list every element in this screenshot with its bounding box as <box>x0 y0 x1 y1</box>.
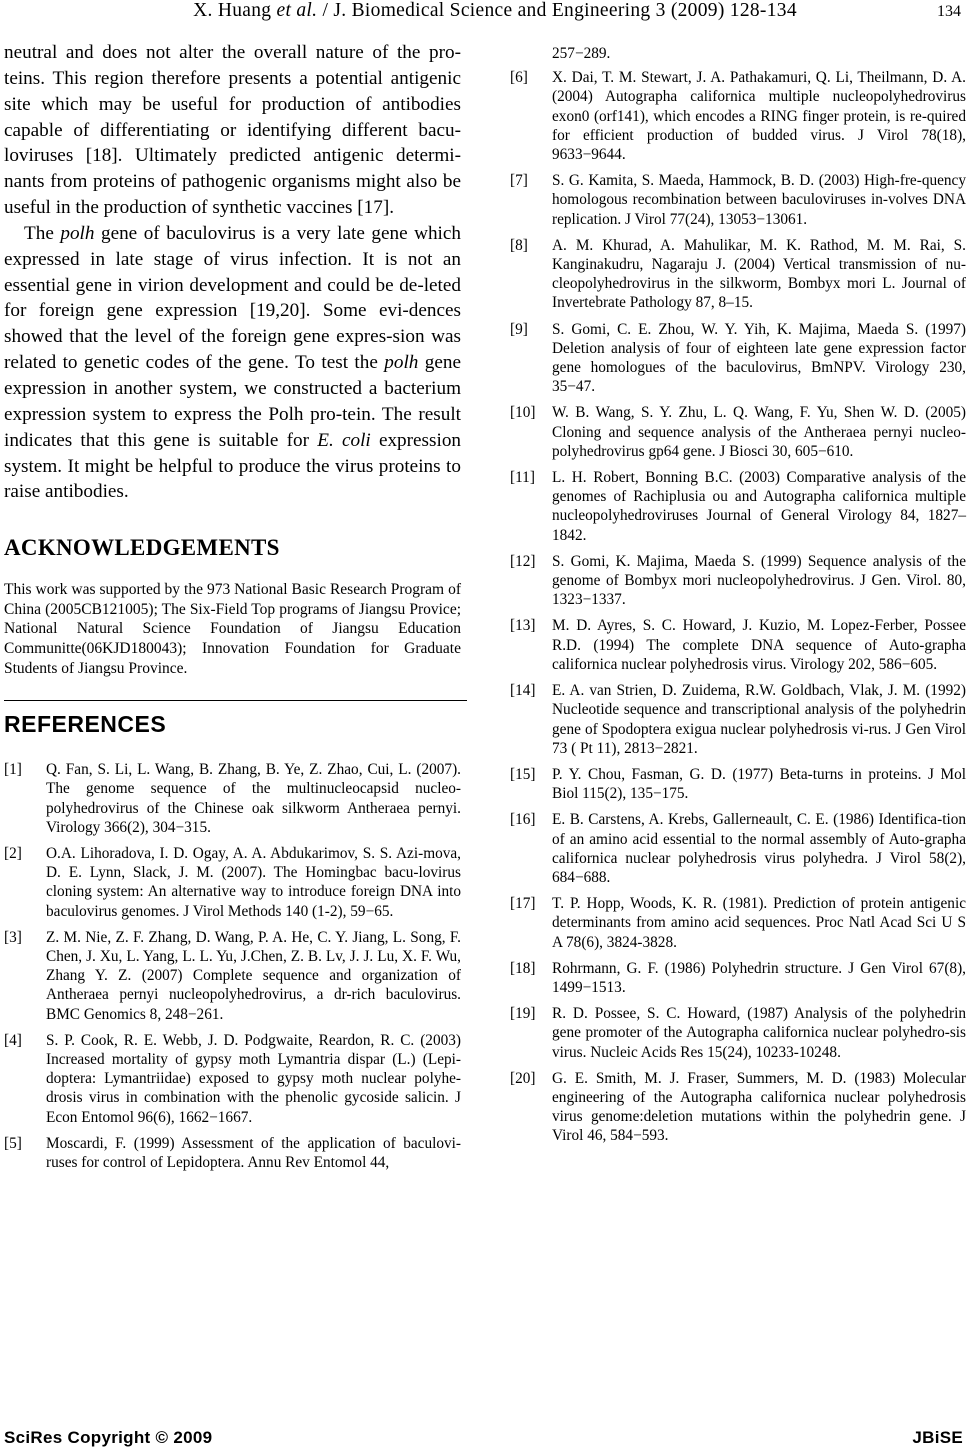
reference-item <box>4 760 461 837</box>
reference-text: S. Gomi, C. E. Zhou, W. Y. Yih, K. Majima, Maeda S. (1997) Deletion analysis of four of eighteen late gene expression factor gene homologues of the baculovirus, BmNPV. Virology 230, 35−47. <box>552 320 966 396</box>
polh-gene-term-2: polh <box>384 352 419 374</box>
reference-item <box>4 1031 461 1127</box>
reference-text: Q. Fan, S. Li, L. Wang, B. Zhang, B. Ye, Z. Zhao, Cui, L. (2007). The genome sequence of the multinucleocapsid nucleo-polyhedrovirus of the Chinese oak silkworm Antheraea pernyi. Virology 366(2), 304−315. <box>46 761 461 836</box>
references-heading: REFERENCES <box>4 711 167 738</box>
reference-number: [20] <box>510 1069 536 1087</box>
section-divider <box>4 700 467 701</box>
reference-text: Moscardi, F. (1999) Assessment of the application of baculovi-ruses for control of Lepidoptera. Annu Rev Entomol 44, <box>46 1134 461 1172</box>
reference-item <box>510 552 966 610</box>
body-paragraph-1: neutral and does not alter the overall nature of the pro-teins. This region therefore presents a potential antigenic site which may be useful for production of antibodies capable of differentiating or identifying different bacu-loviruses [18]. Ultimately predicted antigenic determi-nants from proteins of pathogenic organisms might also be useful in the production of synthetic vaccines [17]. <box>4 42 461 219</box>
reference-item <box>510 320 966 397</box>
reference-text: Z. M. Nie, Z. F. Zhang, D. Wang, P. A. He, C. Y. Jiang, L. Song, F. Chen, J. Xu, L. Yang, L. L. Yu, J.Chen, Z. B. Lv, J. J. Lu, X. F. Wu, Zhang Y. Z. (2007) Complete sequence and organization of Antheraea pernyi nucleopolyhedrovirus, a dr-rich baculovirus. BMC Genomics 8, 248−261. <box>46 928 461 1023</box>
reference-text: X. Dai, T. M. Stewart, J. A. Pathakamuri, Q. Li, Theilmann, D. A. (2004) Autographa californica multiple nucleopolyhedrovirus exon0 (orf141), which encodes a RING finger protein, is re-quired for efficient production of budded virus. J Virol 78(18), 9633−9644. <box>552 69 966 164</box>
reference-item <box>510 1004 966 1062</box>
reference-number: [14] <box>510 682 536 700</box>
reference-continuation: 257−289. <box>552 45 611 62</box>
left-column <box>4 40 461 1179</box>
reference-item <box>4 844 461 921</box>
reference-item <box>510 959 966 997</box>
reference-number: [17] <box>510 895 536 913</box>
para2-text-a: The <box>24 222 61 244</box>
reference-text: Rohrmann, G. F. (1986) Polyhedrin structure. J Gen Virol 67(8), 1499−1513. <box>552 959 966 996</box>
para2-text-c: gene expression in another system, we constructed a bacterium expression system to express the Polh pro-tein. The result indicates that this gene is suitable for <box>4 352 462 451</box>
reference-text: M. D. Ayres, S. C. Howard, J. Kuzio, M. Lopez-Ferber, Possee R.D. (1994) The complete DNA sequence of Auto-grapha californica nuclear polyhedrosis virus. Virology 202, 586−605. <box>552 617 966 673</box>
reference-text: L. H. Robert, Bonning B.C. (2003) Comparative analysis of the genomes of Rachiplusia ou and Autographa californica multiple nucleopolyhedroviruses Journal of General Virology 84, 1827–1842. <box>552 469 966 544</box>
reference-number: [4] <box>4 1031 22 1049</box>
footer-journal-abbrev: JBiSE <box>912 1428 963 1447</box>
reference-item <box>510 616 966 674</box>
reference-item <box>510 1069 966 1146</box>
reference-text: T. P. Hopp, Woods, K. R. (1981). Prediction of protein antigenic determinants from amino acid sequences. Proc Natl Acad Sci U S A 78(6), 3824-3828. <box>552 895 966 951</box>
reference-text: S. Gomi, K. Majima, Maeda S. (1999) Sequence analysis of the genome of Bombyx mori nucleopolyhedrovirus. J Gen. Virol. 80, 1323−1337. <box>552 552 966 609</box>
reference-item <box>510 765 966 803</box>
reference-number: [9] <box>510 320 528 338</box>
reference-list-left <box>4 760 461 1172</box>
reference-number: [6] <box>510 69 528 87</box>
reference-text: E. A. van Strien, D. Zuidema, R.W. Goldbach, Vlak, J. M. (1992) Nucleotide sequence and transcriptional analysis of the polyhedrin gene of Spodoptera exigua nuclear polyhedrosis vi-rus. J Gen Virol 73 ( Pt 11), 2813−2821. <box>552 682 966 757</box>
reference-number: [11] <box>510 469 535 487</box>
reference-item <box>510 681 966 758</box>
reference-list-right <box>510 68 966 1145</box>
header-et-al: et al. <box>276 0 318 21</box>
reference-number: [16] <box>510 811 536 829</box>
reference-number: [10] <box>510 404 536 422</box>
reference-text: E. B. Carstens, A. Krebs, Gallerneault, C. E. (1986) Identifica-tion of an amino acid essential to the normal assembly of Auto-grapha californica nuclear polyhedrosis virus polyhedra. J Virol 58(2), 684−688. <box>552 811 966 886</box>
right-column <box>510 44 966 1153</box>
reference-number: [3] <box>4 928 22 946</box>
reference-text: P. Y. Chou, Fasman, G. D. (1977) Beta-turns in proteins. J Mol Biol 115(2), 135−175. <box>552 765 966 803</box>
reference-number: [2] <box>4 844 22 862</box>
reference-number: [8] <box>510 236 528 254</box>
acknowledgements-heading: ACKNOWLEDGEMENTS <box>4 535 280 561</box>
reference-item <box>510 810 966 887</box>
polh-gene-term: polh <box>60 222 95 244</box>
reference-number: [12] <box>510 552 536 570</box>
reference-number: [5] <box>4 1134 22 1152</box>
ecoli-term: E. coli <box>317 429 371 451</box>
header-journal: / J. Biomedical Science and Engineering 3 (2009) 128-134 <box>317 0 797 21</box>
page-number: 134 <box>937 3 961 20</box>
para2-text-b: gene of baculovirus is a very late gene which expressed in late stage of virus infection. It is not an essential gene in virion development and could be de-leted for foreign gene expression [19,20]. Some evi-dences showed that the level of the foreign gene expres-sion was related to genetic codes of the gene. To test the <box>4 222 461 374</box>
reference-number: [15] <box>510 765 536 783</box>
reference-number: [18] <box>510 959 536 977</box>
reference-text: R. D. Possee, S. C. Howard, (1987) Analysis of the polyhedrin gene promoter of the Autographa californica nuclear polyhedro-sis virus. Nucleic Acids Res 15(24), 10233-10248. <box>552 1005 966 1061</box>
reference-item <box>510 171 966 229</box>
reference-text: O.A. Lihoradova, I. D. Ogay, A. A. Abdukarimov, S. S. Azi-mova, D. E. Lynn, Slack, J. M. (2007). The Homingbac bacu-lovirus cloning system: An alternative way to introduce foreign DNA into baculovirus genomes. J Virol Methods 140 (1-2), 59−65. <box>46 844 461 920</box>
reference-number: [1] <box>4 761 22 779</box>
running-header <box>150 0 840 22</box>
reference-item <box>4 1134 461 1172</box>
reference-number: [19] <box>510 1005 536 1023</box>
acknowledgements-text: This work was supported by the 973 National Basic Research Program of China (2005CB121005); The Six-Field Top programs of Jiangsu Provice; National Natural Science Foundation of Jiangsu Education Communitte(06KJD180043); Innovation Foundation for Graduate Students of Jiangsu Province. <box>4 581 461 677</box>
footer-copyright: SciRes Copyright © 2009 <box>4 1428 213 1447</box>
para2-text-d: expression system. It might be helpful to produce the virus proteins to raise antibodies. <box>4 429 462 503</box>
reference-item <box>510 403 966 461</box>
reference-text: G. E. Smith, M. J. Fraser, Summers, M. D. (1983) Molecular engineering of the Autographa californica nuclear polyhedrosis virus genome:deletion mutations within the polyhedrin gene. J Virol 46, 584−593. <box>552 1069 966 1145</box>
reference-item <box>510 236 966 313</box>
reference-item <box>510 68 966 164</box>
reference-item <box>510 468 966 545</box>
reference-text: A. M. Khurad, A. Mahulikar, M. K. Rathod, M. M. Rai, S. Kanginakudru, Nagaraju J. (2004) Vertical transmission of nu-cleopolyhedrovirus in the silkworm, Bombyx mori L. Journal of Invertebrate Pathology 87, 8–15. <box>552 236 966 312</box>
body-paragraph-2 <box>4 221 461 505</box>
header-authors: X. Huang <box>193 0 272 21</box>
reference-text: W. B. Wang, S. Y. Zhu, L. Q. Wang, F. Yu, Shen W. D. (2005) Cloning and sequence analysis of the Antheraea pernyi nucleo-polyhedrovirus gp64 gene. J Biosci 30, 605−610. <box>552 404 966 460</box>
reference-text: S. G. Kamita, S. Maeda, Hammock, B. D. (2003) High-fre-quency homologous recombination between baculoviruses in-volves DNA replication. J Virol 77(24), 13053−13061. <box>552 172 966 228</box>
reference-item <box>4 928 461 1024</box>
reference-item <box>510 894 966 952</box>
reference-number: [13] <box>510 617 536 635</box>
reference-text: S. P. Cook, R. E. Webb, J. D. Podgwaite, Reardon, R. C. (2003) Increased mortality of gypsy moth Lymantria dispar (L.) (Lepi-doptera: Lymantriidae) exposed to gypsy moth nuclear polyhe-drosis virus in combination with the phenolic gycoside salicin. J Econ Entomol 96(6), 1662−1667. <box>46 1031 461 1126</box>
reference-number: [7] <box>510 172 528 190</box>
